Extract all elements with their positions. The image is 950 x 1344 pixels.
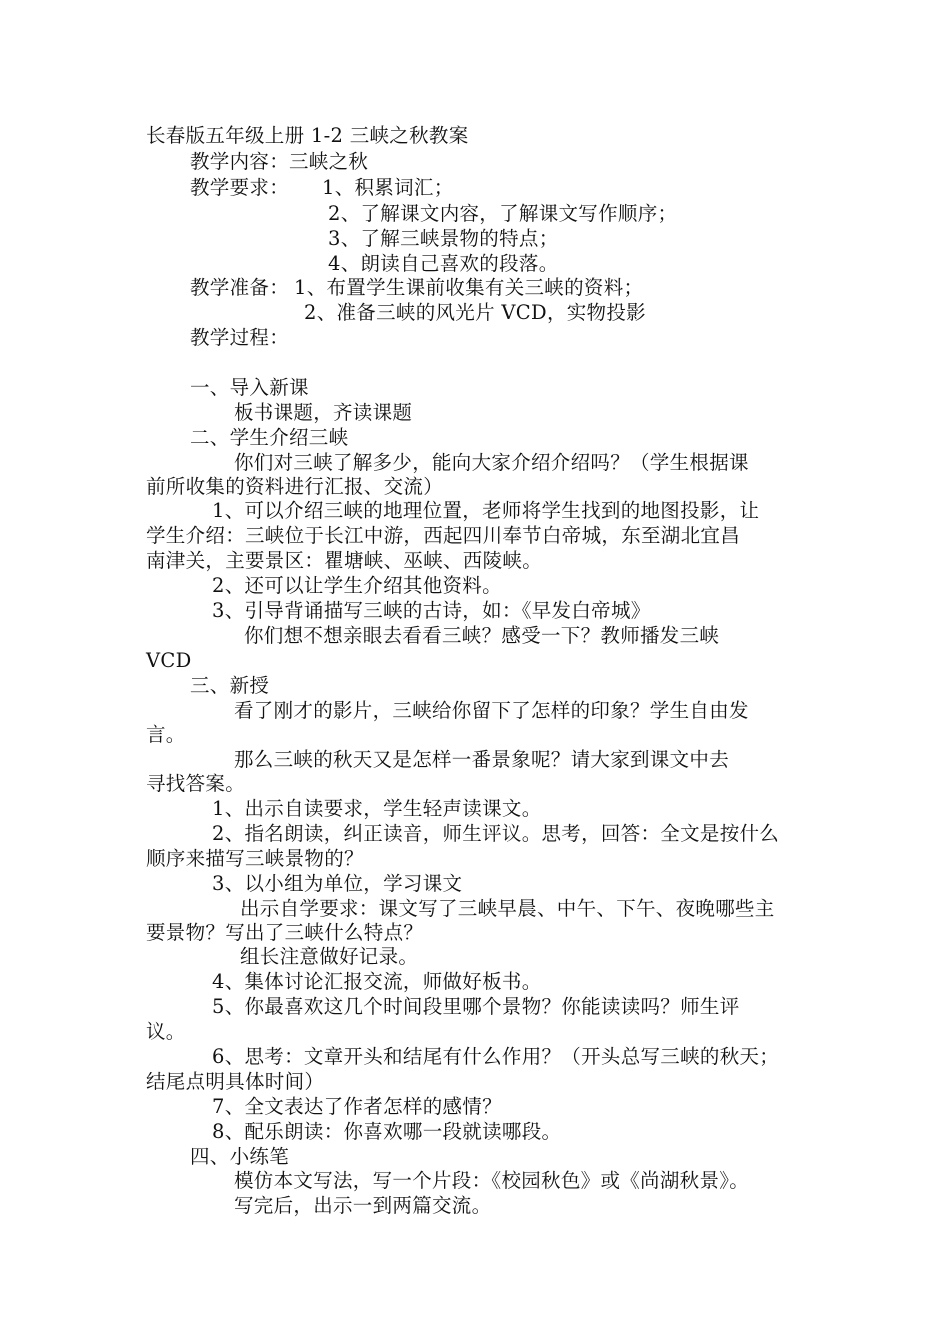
- requirement-item: 1、积累词汇；: [322, 176, 454, 199]
- body-line: 学生介绍：三峡位于长江中游，西起四川奉节白帝城，东至湖北宜昌: [146, 524, 741, 547]
- section-heading: 三、新授: [190, 674, 270, 697]
- process-label: 教学过程：: [190, 326, 290, 349]
- requirement-item: 4、朗读自己喜欢的段落。: [328, 252, 559, 275]
- body-line: 8、配乐朗读：你喜欢哪一段就读哪段。: [212, 1120, 562, 1143]
- body-line: 言。: [146, 723, 186, 746]
- body-line: 4、集体讨论汇报交流，师做好板书。: [212, 970, 542, 993]
- body-line: 出示自学要求：课文写了三峡早晨、中午、下午、夜晚哪些主: [240, 897, 775, 920]
- body-line: 要景物？写出了三峡什么特点？: [146, 921, 424, 944]
- body-line: 那么三峡的秋天又是怎样一番景象呢？请大家到课文中去: [234, 748, 730, 771]
- body-line: 议。: [146, 1020, 186, 1043]
- body-line: 板书课题，齐读课题: [234, 401, 413, 424]
- body-line: 南津关，主要景区：瞿塘峡、巫峡、西陵峡。: [146, 549, 543, 572]
- body-line: 6、思考：文章开头和结尾有什么作用？（开头总写三峡的秋天；: [212, 1045, 780, 1068]
- body-line: 顺序来描写三峡景物的？: [146, 847, 364, 870]
- section-heading: 四、小练笔: [190, 1145, 290, 1168]
- body-line: 3、引导背诵描写三峡的古诗，如：《早发白帝城》: [212, 599, 651, 622]
- body-line: 写完后，出示一到两篇交流。: [234, 1194, 492, 1217]
- body-line: 前所收集的资料进行汇报、交流）: [146, 475, 444, 498]
- body-line: 结尾点明具体时间）: [146, 1070, 325, 1093]
- body-line: 组长注意做好记录。: [240, 945, 419, 968]
- body-line: 寻找答案。: [146, 772, 246, 795]
- body-line: 3、以小组为单位，学习课文: [212, 872, 463, 895]
- body-line: 7、全文表达了作者怎样的感情？: [212, 1095, 502, 1118]
- requirements-label: 教学要求：: [190, 176, 290, 199]
- preparation-item: 2、准备三峡的风光片 VCD，实物投影: [304, 301, 646, 324]
- requirement-item: 3、了解三峡景物的特点；: [328, 227, 559, 250]
- body-line: 1、出示自读要求，学生轻声读课文。: [212, 797, 542, 820]
- body-line: 你们想不想亲眼去看看三峡？感受一下？教师播发三峡: [244, 624, 720, 647]
- body-line: 2、指名朗读，纠正读音，师生评议。思考，回答：全文是按什么: [212, 822, 780, 845]
- body-line: 看了刚才的影片，三峡给你留下了怎样的印象？学生自由发: [234, 699, 749, 722]
- preparation-item: 1、布置学生课前收集有关三峡的资料；: [294, 276, 644, 299]
- document-title: 长春版五年级上册 1-2 三峡之秋教案: [146, 124, 469, 147]
- body-line: VCD: [146, 649, 192, 672]
- body-line: 5、你最喜欢这几个时间段里哪个景物？你能读读吗？师生评: [212, 995, 740, 1018]
- teaching-content: 教学内容：三峡之秋: [190, 150, 369, 173]
- body-line: 1、可以介绍三峡的地理位置，老师将学生找到的地图投影，让: [212, 499, 760, 522]
- body-line: 2、还可以让学生介绍其他资料。: [212, 574, 502, 597]
- section-heading: 二、学生介绍三峡: [190, 426, 349, 449]
- body-line: 模仿本文写法，写一个片段：《校园秋色》或《尚湖秋景》。: [234, 1169, 750, 1192]
- section-heading: 一、导入新课: [190, 376, 309, 399]
- body-line: 你们对三峡了解多少，能向大家介绍介绍吗？（学生根据课: [234, 451, 749, 474]
- preparation-label: 教学准备：: [190, 276, 290, 299]
- requirement-item: 2、了解课文内容，了解课文写作顺序；: [328, 202, 678, 225]
